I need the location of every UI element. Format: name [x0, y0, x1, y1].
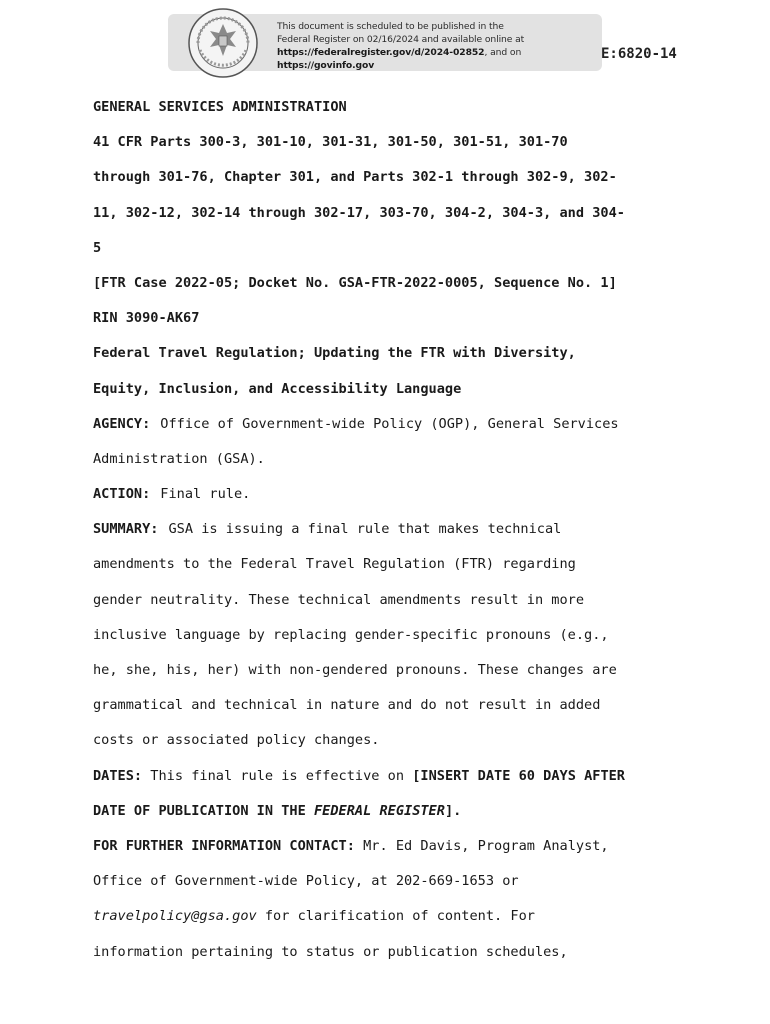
- dates-placeholder-end: ].: [444, 802, 462, 819]
- title-text: Equity, Inclusion, and Accessibility Language: [93, 380, 462, 397]
- contact-text: information pertaining to status or publication schedules,: [93, 943, 568, 960]
- contact-line: [93, 899, 693, 934]
- summary-line: [93, 547, 693, 582]
- summary-text: grammatical and technical in nature and do not result in added: [93, 697, 601, 714]
- agency-section-cont: [93, 442, 693, 477]
- dates-placeholder: DATE OF PUBLICATION IN THE: [93, 802, 306, 819]
- agency-text: Office of Government-wide Policy (OGP), General Services: [160, 415, 619, 432]
- agency-label: AGENCY:: [93, 415, 151, 432]
- contact-text: Mr. Ed Davis, Program Analyst,: [363, 837, 609, 854]
- contact-label: FOR FURTHER INFORMATION CONTACT:: [93, 837, 355, 854]
- national-archives-seal-icon: [186, 6, 260, 80]
- cfr-line-1: [93, 125, 693, 160]
- summary-line: [93, 618, 693, 653]
- summary-text: inclusive language by replacing gender-specific pronouns (e.g.,: [93, 626, 609, 643]
- banner-line-2: Federal Register on 02/16/2024 and available online at: [277, 34, 525, 45]
- agency-text: Administration (GSA).: [93, 450, 265, 467]
- dates-placeholder: [INSERT DATE 60 DAYS AFTER: [412, 767, 625, 784]
- summary-label: SUMMARY:: [93, 521, 159, 538]
- summary-text: gender neutrality. These technical amendments result in more: [93, 591, 585, 608]
- summary-text: amendments to the Federal Travel Regulation (FTR) regarding: [93, 556, 576, 573]
- rin-text: RIN 3090-AK67: [93, 310, 200, 327]
- case-text: [FTR Case 2022-05; Docket No. GSA-FTR-2022-0005, Sequence No. 1]: [93, 274, 617, 291]
- summary-line: [93, 583, 693, 618]
- agency-section: [93, 407, 693, 442]
- federal-register-italic: FEDERAL REGISTER: [313, 802, 445, 819]
- contact-section: [93, 829, 693, 864]
- billing-code: E:6820-14: [601, 46, 677, 62]
- contact-text: for clarification of content. For: [264, 908, 535, 925]
- summary-line: [93, 723, 693, 758]
- federal-register-link[interactable]: https://federalregister.gov/d/2024-02852: [277, 47, 485, 58]
- contact-email-link[interactable]: travelpolicy@gsa.gov: [93, 908, 257, 925]
- banner-line-3: [277, 46, 607, 72]
- cfr-text: 5: [93, 239, 102, 256]
- summary-text: GSA is issuing a final rule that makes technical: [168, 521, 562, 538]
- summary-text: costs or associated policy changes.: [93, 732, 380, 749]
- banner-mid-text: , and on: [484, 47, 522, 58]
- cfr-line-3: [93, 196, 693, 231]
- rin-line: [93, 301, 693, 336]
- summary-line: [93, 688, 693, 723]
- agency-name: GENERAL SERVICES ADMINISTRATION: [93, 99, 347, 115]
- govinfo-link[interactable]: https://govinfo.gov: [277, 60, 375, 71]
- summary-text: he, she, his, her) with non-gendered pronouns. These changes are: [93, 662, 617, 678]
- contact-line: [93, 864, 693, 899]
- cfr-text: through 301-76, Chapter 301, and Parts 302-1 through 302-9, 302-: [93, 169, 617, 186]
- document-body: [93, 90, 693, 970]
- contact-line: [93, 935, 693, 970]
- dates-text: This final rule is effective on: [150, 767, 405, 784]
- title-line-1: [93, 336, 693, 371]
- action-section: [93, 477, 693, 512]
- cfr-text: 41 CFR Parts 300-3, 301-10, 301-31, 301-50, 301-51, 301-70: [93, 134, 568, 151]
- title-line-2: [93, 372, 693, 407]
- dates-label: DATES:: [93, 767, 143, 784]
- banner-text: [277, 20, 607, 72]
- case-line: [93, 266, 693, 301]
- title-text: Federal Travel Regulation; Updating the FTR with Diversity,: [93, 345, 576, 362]
- action-text: Final rule.: [160, 486, 251, 503]
- agency-heading: [93, 90, 693, 125]
- summary-section: [93, 512, 693, 547]
- cfr-line-4: [93, 231, 693, 266]
- cfr-line-2: [93, 160, 693, 195]
- banner-line-1: This document is scheduled to be published in the: [277, 21, 504, 32]
- cfr-text: 11, 302-12, 302-14 through 302-17, 303-70, 304-2, 304-3, and 304-: [93, 204, 625, 221]
- dates-section-cont: [93, 794, 693, 829]
- action-label: ACTION:: [93, 486, 151, 503]
- contact-text: Office of Government-wide Policy, at 202-669-1653 or: [93, 873, 519, 890]
- dates-section: [93, 759, 693, 794]
- summary-line: [93, 653, 693, 688]
